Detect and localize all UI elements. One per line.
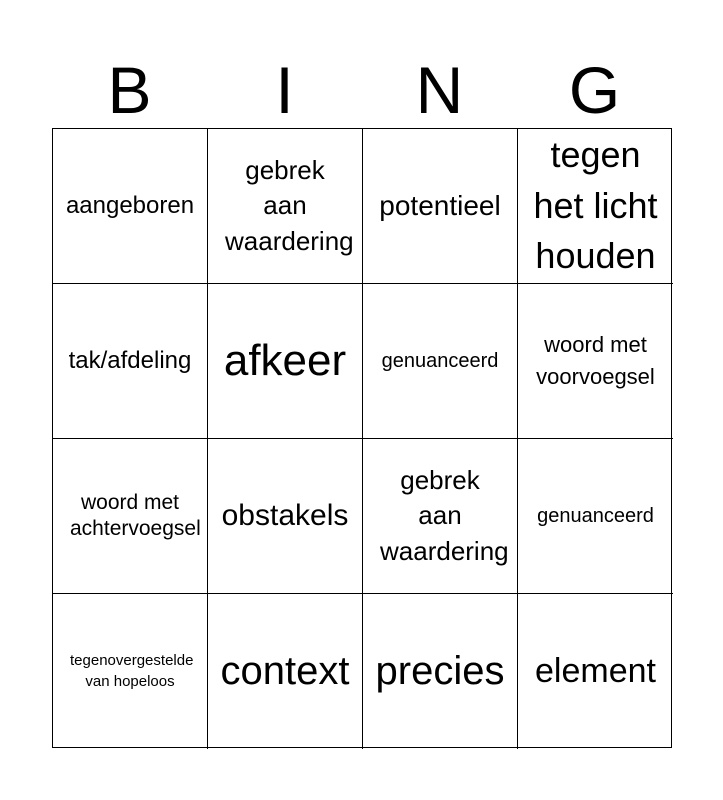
header-letter-i: I — [275, 53, 294, 127]
bingo-cell[interactable] — [518, 594, 673, 749]
bingo-card-grid — [52, 128, 672, 748]
bingo-cell[interactable] — [208, 594, 363, 749]
cell-text: genuanceerd — [381, 350, 499, 372]
bingo-cell[interactable] — [518, 439, 673, 594]
cell-text: aangeboren — [65, 192, 195, 219]
bingo-cell[interactable] — [53, 594, 208, 749]
cell-text: precies — [375, 649, 505, 693]
cell-text: tegenovergestelde van hopeloos — [70, 652, 194, 690]
cell-text: gebrek aan waardering — [225, 155, 354, 256]
cell-text: gebrek aan waardering — [380, 465, 509, 566]
cell-text: element — [535, 652, 656, 690]
bingo-cell[interactable] — [53, 439, 208, 594]
header-letter-b: B — [107, 53, 152, 127]
bingo-cell[interactable] — [208, 129, 363, 284]
bingo-cell[interactable] — [363, 439, 518, 594]
bingo-cell[interactable] — [53, 284, 208, 439]
cell-text: tak/afdeling — [68, 347, 192, 374]
bingo-cell[interactable] — [53, 129, 208, 284]
cell-text: obstakels — [221, 499, 349, 532]
cell-text: woord met achtervoegsel — [70, 490, 201, 540]
bingo-cell[interactable] — [363, 284, 518, 439]
cell-text: genuanceerd — [537, 505, 654, 527]
bingo-cell[interactable] — [208, 284, 363, 439]
header-letter-n: N — [415, 53, 464, 127]
cell-text: potentieel — [379, 189, 501, 221]
bingo-cell[interactable] — [518, 129, 673, 284]
bingo-cell[interactable] — [363, 594, 518, 749]
cell-text: afkeer — [223, 336, 347, 385]
bingo-cell[interactable] — [518, 284, 673, 439]
bingo-cell[interactable] — [363, 129, 518, 284]
header-letter-g: G — [568, 53, 621, 127]
cell-text: woord met voorvoegsel — [536, 332, 655, 389]
cell-text: context — [220, 649, 350, 693]
cell-text: tegen het licht houden — [533, 134, 658, 277]
bingo-header — [52, 52, 672, 128]
bingo-cell[interactable] — [208, 439, 363, 594]
